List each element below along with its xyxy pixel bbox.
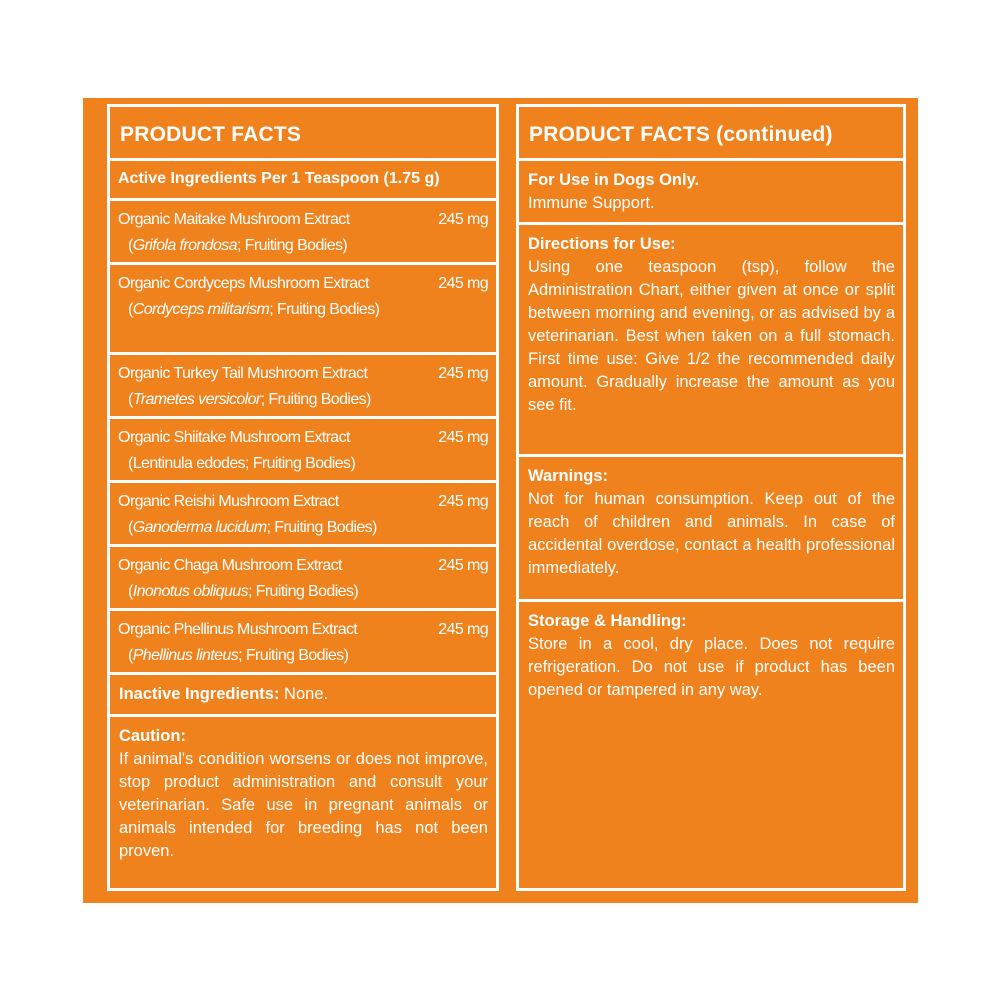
ingredient-amount: 245 mg: [438, 365, 488, 382]
ingredient-amount: 245 mg: [438, 621, 488, 638]
caution-text: If animal's condition worsens or does not improve, stop product administration and consult your veterinarian. Safe use in pregnant animals or animals intended for breeding has not been proven.: [119, 750, 488, 860]
ingredient-name: Organic Phellinus Mushroom Extract: [118, 621, 358, 638]
directions-heading: Directions for Use:: [528, 235, 676, 253]
inactive-ingredients-section: [110, 675, 496, 717]
ingredient-row: [110, 483, 496, 547]
storage-section: [519, 602, 903, 702]
panel-title: PRODUCT FACTS (continued): [529, 123, 833, 146]
ingredient-row: [110, 547, 496, 611]
directions-text: Using one teaspoon (tsp), follow the Administration Chart, either given at once or split between morning and evening, or as advised by a veterinarian. Best when taken on a full stomach. First time use: Give 1/2 the recommended daily amount. Gradually increase the amount as you see fit.: [528, 258, 895, 414]
active-ingredients-header: Active Ingredients Per 1 Teaspoon (1.75 g): [118, 170, 440, 187]
ingredient-source: (Grifola frondosa; Fruiting Bodies): [128, 237, 348, 254]
panel-title: PRODUCT FACTS: [120, 123, 302, 146]
ingredient-amount: 245 mg: [438, 429, 488, 446]
ingredient-row: [110, 419, 496, 483]
caution-heading: Caution:: [119, 727, 186, 745]
storage-heading: Storage & Handling:: [528, 612, 687, 630]
warnings-text: Not for human consumption. Keep out of the reach of children and animals. In case of accidental overdose, contact a health professional immediately.: [528, 490, 895, 577]
ingredient-amount: 245 mg: [438, 275, 488, 292]
ingredient-amount: 245 mg: [438, 211, 488, 228]
ingredient-name: Organic Shiitake Mushroom Extract: [118, 429, 350, 446]
product-facts-panel: [107, 104, 499, 891]
use-heading: For Use in Dogs Only.: [528, 171, 700, 189]
use-text: Immune Support.: [528, 194, 655, 212]
active-ingredients-header-section: [110, 161, 496, 201]
warnings-section: [519, 457, 903, 602]
ingredient-amount: 245 mg: [438, 557, 488, 574]
ingredient-source: (Lentinula edodes; Fruiting Bodies): [128, 455, 356, 472]
use-section: [519, 161, 903, 225]
ingredient-row: [110, 265, 496, 355]
caution-section: [110, 717, 496, 863]
ingredient-row: [110, 355, 496, 419]
directions-section: [519, 225, 903, 457]
ingredient-row: [110, 201, 496, 265]
ingredient-name: Organic Cordyceps Mushroom Extract: [118, 275, 369, 292]
ingredient-name: Organic Reishi Mushroom Extract: [118, 493, 339, 510]
warnings-heading: Warnings:: [528, 467, 609, 485]
ingredient-source: (Trametes versicolor; Fruiting Bodies): [128, 391, 371, 408]
ingredient-name: Organic Chaga Mushroom Extract: [118, 557, 342, 574]
panel-title-section: [519, 107, 903, 161]
inactive-ingredients-label: Inactive Ingredients:: [119, 685, 280, 703]
ingredient-name: Organic Maitake Mushroom Extract: [118, 211, 350, 228]
ingredient-name: Organic Turkey Tail Mushroom Extract: [118, 365, 368, 382]
inactive-ingredients-value: None.: [279, 685, 329, 703]
ingredient-source: (Inonotus obliquus; Fruiting Bodies): [128, 583, 359, 600]
storage-text: Store in a cool, dry place. Does not require refrigeration. Do not use if product has been opened or tampered in any way.: [528, 635, 895, 699]
ingredient-source: (Ganoderma lucidum; Fruiting Bodies): [128, 519, 377, 536]
panel-title-section: [110, 107, 496, 161]
product-facts-continued-panel: [516, 104, 906, 891]
ingredient-amount: 245 mg: [438, 493, 488, 510]
ingredient-row: [110, 611, 496, 675]
ingredient-source: (Phellinus linteus; Fruiting Bodies): [128, 647, 349, 664]
ingredient-source: (Cordyceps militarism; Fruiting Bodies): [128, 301, 380, 318]
